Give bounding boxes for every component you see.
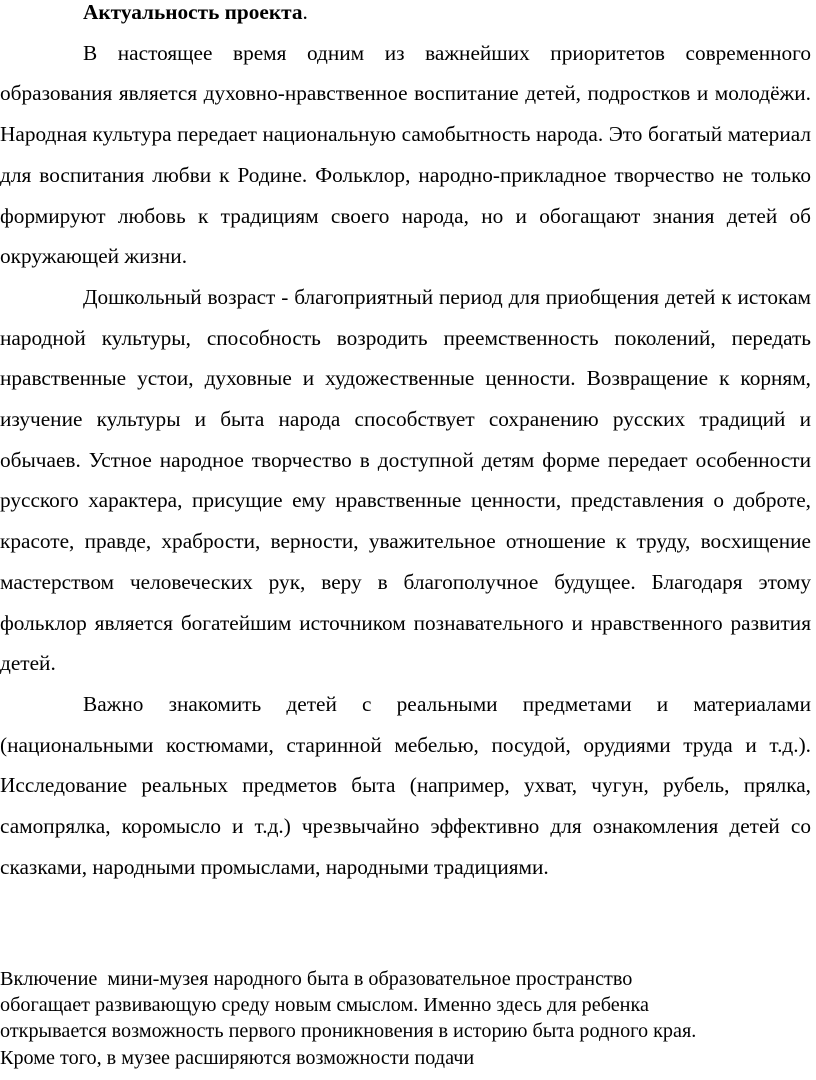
text-line: открывается возможность первого проникновения в историю быта родного края. [0, 1020, 697, 1043]
text-line: Кроме того, в музее расширяются возможности подачи [0, 1046, 475, 1069]
mini-museum-paragraph [0, 966, 816, 1071]
section-heading [0, 0, 811, 33]
paragraph-real-objects: Важно знакомить детей с реальными предметами и материалами (национальными костюмами, старинной мебелью, посудой, орудиями труда и т.д.). Исследование реальных предметов быта (например, ухват, чугун, рубель, прялка, самопрялка, коромысло и т.д.) чрезвычайно эффективно для ознакомления детей со сказками, народными промыслами, народными традициями. [0, 691, 811, 879]
heading-title: Актуальность проекта [83, 0, 303, 24]
text-line: обогащает развивающую среду новым смыслом. Именно здесь для ребенка [0, 994, 649, 1017]
text-line: Включение мини-музея народного быта в образовательное пространство [0, 968, 633, 990]
paragraph-preschool-age: Дошкольный возраст - благоприятный период для приобщения детей к истокам народной культуры, способность возродить преемственность поколений, передать нравственные устои, духовные и художественные ценности. Возвращение к корням, изучение культуры и быта народа способствует сохранению русских традиций и обычаев. Устное народное творчество в доступной детям форме передает особенности русского характера, присущие ему нравственные ценности, представления о доброте, красоте, правде, храбрости, верности, уважительное отношение к труду, восхищение мастерством человеческих рук, веру в благополучное будущее. Благодаря этому фольклор является богатейшим источником познавательного и нравственного развития детей. [0, 284, 811, 676]
paragraph-relevance: В настоящее время одним из важнейших приоритетов современного образования является духовно-нравственное воспитание детей, подростков и молодёжи. Народная культура передает национальную самобытность народа. Это богатый материал для воспитания любви к Родине. Фольклор, народно-прикладное творчество не только формируют любовь к традициям своего народа, но и обогащают знания детей об окружающей жизни. [0, 40, 811, 269]
heading-punctuation: . [302, 0, 308, 24]
